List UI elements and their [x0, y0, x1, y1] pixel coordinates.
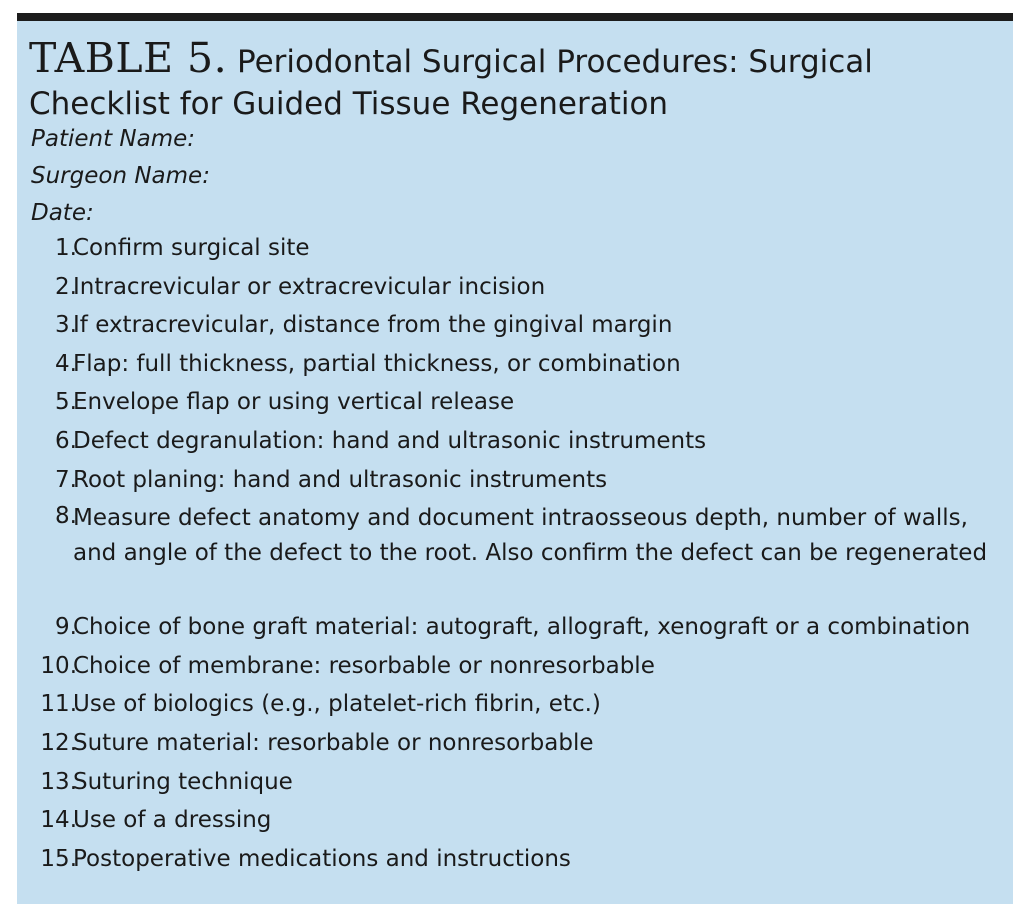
step-text: Use of a dressing	[73, 807, 272, 834]
step-number: 14.	[40, 807, 77, 834]
surgeon-name-field: Surgeon Name:	[31, 163, 210, 189]
checklist-step	[17, 499, 1013, 608]
checklist-step	[17, 647, 1013, 686]
step-number: 12.	[40, 729, 77, 756]
checklist-step	[17, 461, 1013, 500]
step-number: 11.	[40, 691, 77, 718]
step-text: Choice of membrane: resorbable or nonresorbable	[73, 652, 655, 679]
checklist-step	[17, 345, 1013, 384]
step-number: 10.	[40, 652, 77, 679]
step-text: If extracrevicular, distance from the gingival margin	[73, 312, 673, 339]
patient-name-field: Patient Name:	[31, 126, 196, 152]
table-title-text: Periodontal Surgical Procedures: Surgical Checklist for Guided Tissue Regeneration	[29, 44, 873, 122]
step-text: Suturing technique	[73, 768, 293, 795]
step-text: Confirm surgical site	[73, 235, 310, 261]
checklist-step	[17, 801, 1013, 840]
date-field: Date:	[31, 200, 94, 226]
step-text: Flap: full thickness, partial thickness, or combination	[73, 350, 681, 377]
checklist-step	[17, 608, 1013, 647]
step-number: 8.	[55, 503, 77, 530]
step-number: 9.	[55, 614, 77, 641]
step-number: 5.	[55, 389, 77, 416]
step-number: 6.	[55, 427, 77, 454]
step-number: 4.	[55, 350, 77, 377]
checklist-step	[17, 840, 1013, 879]
step-number: 7.	[55, 466, 77, 493]
table-panel	[17, 13, 1013, 904]
top-rule	[17, 13, 1013, 21]
step-text: Postoperative medications and instructions	[73, 845, 571, 872]
checklist-step	[17, 229, 1013, 268]
step-text: Suture material: resorbable or nonresorbable	[73, 729, 594, 756]
checklist-step	[17, 763, 1013, 802]
checklist-step	[17, 724, 1013, 763]
table-title	[29, 34, 1004, 125]
checklist-step	[17, 383, 1013, 422]
checklist-step	[17, 422, 1013, 461]
checklist-step	[17, 268, 1013, 307]
step-text: Intracrevicular or extracrevicular incision	[73, 273, 546, 300]
step-text: Use of biologics (e.g., platelet-rich fibrin, etc.)	[73, 691, 601, 718]
step-number: 15.	[40, 845, 77, 872]
step-number: 1.	[55, 235, 77, 261]
checklist-step	[17, 685, 1013, 724]
step-text: Choice of bone graft material: autograft, allograft, xenograft or a combination	[73, 614, 971, 641]
step-number: 13.	[40, 768, 77, 795]
step-text: Envelope flap or using vertical release	[73, 389, 515, 416]
checklist-steps	[17, 229, 1013, 878]
step-number: 2.	[55, 273, 77, 300]
checklist-fields	[31, 121, 210, 232]
checklist-step	[17, 306, 1013, 345]
step-number: 3.	[55, 312, 77, 339]
step-text: Root planing: hand and ultrasonic instruments	[73, 466, 608, 493]
step-text: Measure defect anatomy and document intraosseous depth, number of walls, and angle of the defect to the root. Also confirm the defect can be regenerated	[73, 505, 988, 567]
step-text: Defect degranulation: hand and ultrasonic instruments	[73, 427, 707, 454]
table-label: TABLE 5.	[29, 34, 228, 82]
